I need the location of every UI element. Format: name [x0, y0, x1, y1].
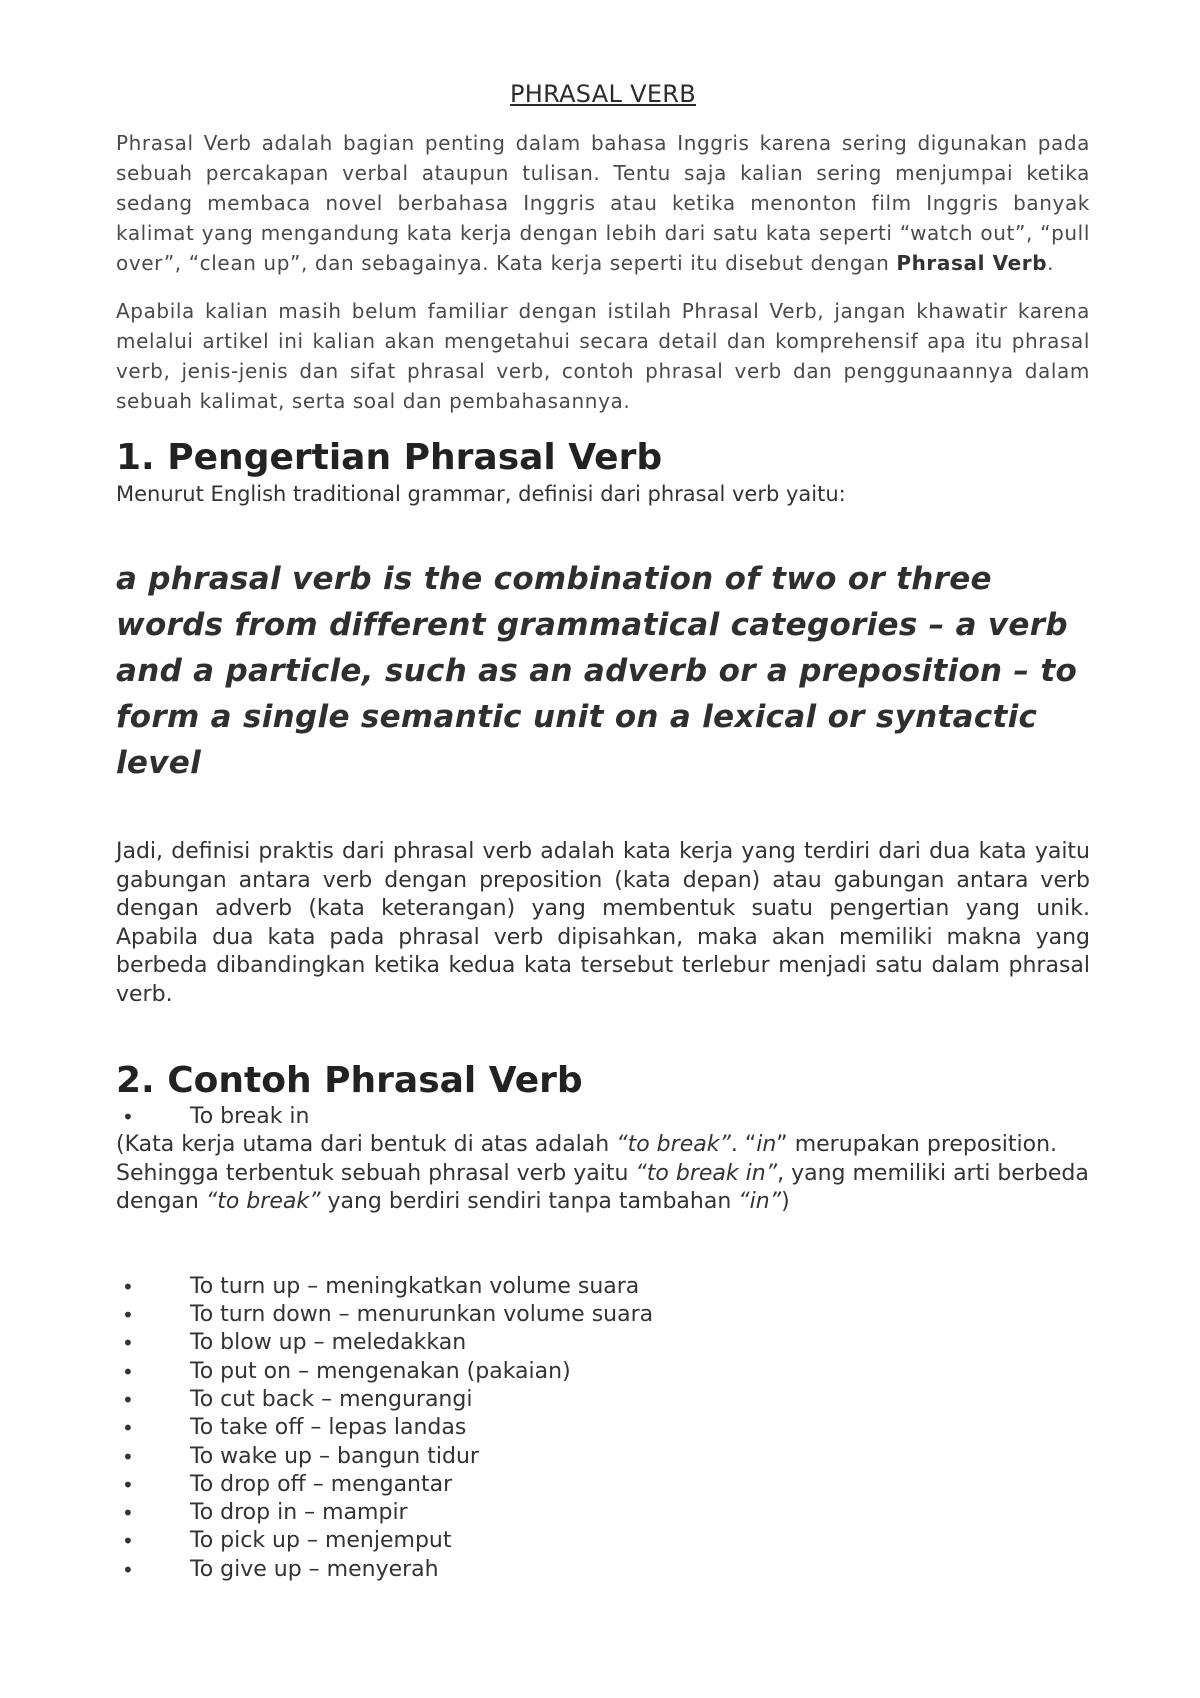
list-item	[116, 1443, 1090, 1471]
note-text: . “	[730, 1132, 757, 1158]
note-italic: “to break in”	[635, 1160, 778, 1186]
list-item	[116, 1358, 1090, 1386]
intro-paragraph-1	[116, 128, 1090, 278]
note-italic: “to break”	[616, 1132, 731, 1158]
list-item	[116, 1471, 1090, 1499]
note-italic: “to break”	[205, 1189, 321, 1215]
list-item	[116, 1414, 1090, 1442]
definition-explanation: Jadi, definisi praktis dari phrasal verb adalah kata kerja yang terdiri dari dua kata yaitu gabungan antara verb dengan preposition (kata depan) atau gabungan antara verb dengan adverb (kata keterangan) yang membentuk suatu pengertian yang unik. Apabila dua kata pada phrasal verb dipisahkan, maka akan memiliki makna yang berbeda dibandingkan ketika kedua kata tersebut terlebur menjadi satu dalam phrasal verb.	[116, 839, 1090, 1007]
bullet-icon: •	[122, 1529, 134, 1554]
section-2-heading: 2. Contoh Phrasal Verb	[116, 1060, 583, 1101]
intro-paragraph-2: Apabila kalian masih belum familiar dengan istilah Phrasal Verb, jangan khawatir karena melalui artikel ini kalian akan mengetahui secara detail dan komprehensif apa itu phrasal verb, jenis-jenis dan sifat phrasal verb, contoh phrasal verb dan penggunaannya dalam sebuah kalimat, serta soal dan pembahasannya.	[116, 299, 1090, 413]
list-item	[116, 1386, 1090, 1414]
bullet-icon: •	[122, 1105, 134, 1129]
first-example-list	[116, 1103, 1090, 1131]
list-item-text: To cut back – mengurangi	[190, 1386, 473, 1412]
note-text: (Kata kerja utama dari bentuk di atas adalah	[116, 1132, 617, 1158]
list-item-text: To put on – mengenakan (pakaian)	[190, 1358, 571, 1384]
definition-quote: a phrasal verb is the combination of two or three words from different grammatical categories – a verb and a particle, such as an adverb or a preposition – to form a single semantic unit on a lexical or syntactic level	[116, 561, 1078, 781]
intro-paragraph-1-text: Phrasal Verb adalah bagian penting dalam bahasa Inggris karena sering digunakan pada sebuah percakapan verbal ataupun tulisan. Tentu saja kalian sering menjumpai ketika sedang membaca novel berbahasa Inggris atau ketika menonton film Inggris banyak kalimat yang mengandung kata kerja dengan lebih dari satu kata seperti “watch out”, “pull over”, “clean up”, dan sebagainya. Kata kerja seperti itu disebut dengan	[116, 131, 1090, 275]
intro-paragraph-1-end: .	[1047, 251, 1055, 275]
list-item-text: To blow up – meledakkan	[190, 1330, 467, 1356]
note-text: yang berdiri sendiri tanpa tambahan	[320, 1189, 739, 1215]
bullet-icon: •	[122, 1359, 134, 1384]
list-item	[116, 1103, 1090, 1131]
list-item-text: To turn up – meningkatkan volume suara	[190, 1273, 640, 1299]
note-italic: “in”	[738, 1189, 782, 1215]
example-note	[116, 1131, 1090, 1217]
list-item-text: To break in	[190, 1104, 310, 1129]
list-item-text: To take off – lepas landas	[190, 1415, 467, 1441]
document-page	[116, 80, 1090, 1584]
note-italic: in	[756, 1132, 777, 1158]
phrasal-verb-bold: Phrasal Verb	[896, 251, 1048, 275]
document-title: PHRASAL VERB	[509, 80, 697, 108]
bullet-icon: •	[122, 1501, 134, 1526]
bullet-icon: •	[122, 1274, 134, 1299]
list-item	[116, 1556, 1090, 1584]
examples-list	[116, 1273, 1090, 1584]
list-item-text: To drop in – mampir	[190, 1500, 408, 1526]
list-item-text: To give up – menyerah	[190, 1556, 439, 1582]
list-item	[116, 1329, 1090, 1357]
list-item	[116, 1301, 1090, 1329]
bullet-icon: •	[122, 1416, 134, 1441]
note-text: , yang memiliki arti berbeda dengan	[116, 1160, 1089, 1215]
section-1-heading: 1. Pengertian Phrasal Verb	[116, 437, 663, 478]
bullet-icon: •	[122, 1387, 134, 1412]
section-1-lead: Menurut English traditional grammar, definisi dari phrasal verb yaitu:	[116, 482, 846, 506]
bullet-icon: •	[122, 1331, 134, 1356]
list-item	[116, 1499, 1090, 1527]
list-item	[116, 1273, 1090, 1301]
intro-section	[116, 128, 1090, 416]
note-text: )	[781, 1189, 790, 1215]
note-text: ” merupakan preposition. Sehingga terbentuk sebuah phrasal verb yaitu	[116, 1132, 1058, 1186]
list-item-text: To wake up – bangun tidur	[190, 1443, 479, 1469]
bullet-icon: •	[122, 1444, 134, 1469]
list-item-text: To turn down – menurunkan volume suara	[190, 1302, 654, 1328]
bullet-icon: •	[122, 1303, 134, 1328]
bullet-icon: •	[122, 1557, 134, 1582]
list-item-text: To pick up – menjemput	[190, 1528, 452, 1554]
list-item	[116, 1527, 1090, 1555]
bullet-icon: •	[122, 1472, 134, 1497]
list-item-text: To drop off – mengantar	[190, 1471, 453, 1497]
